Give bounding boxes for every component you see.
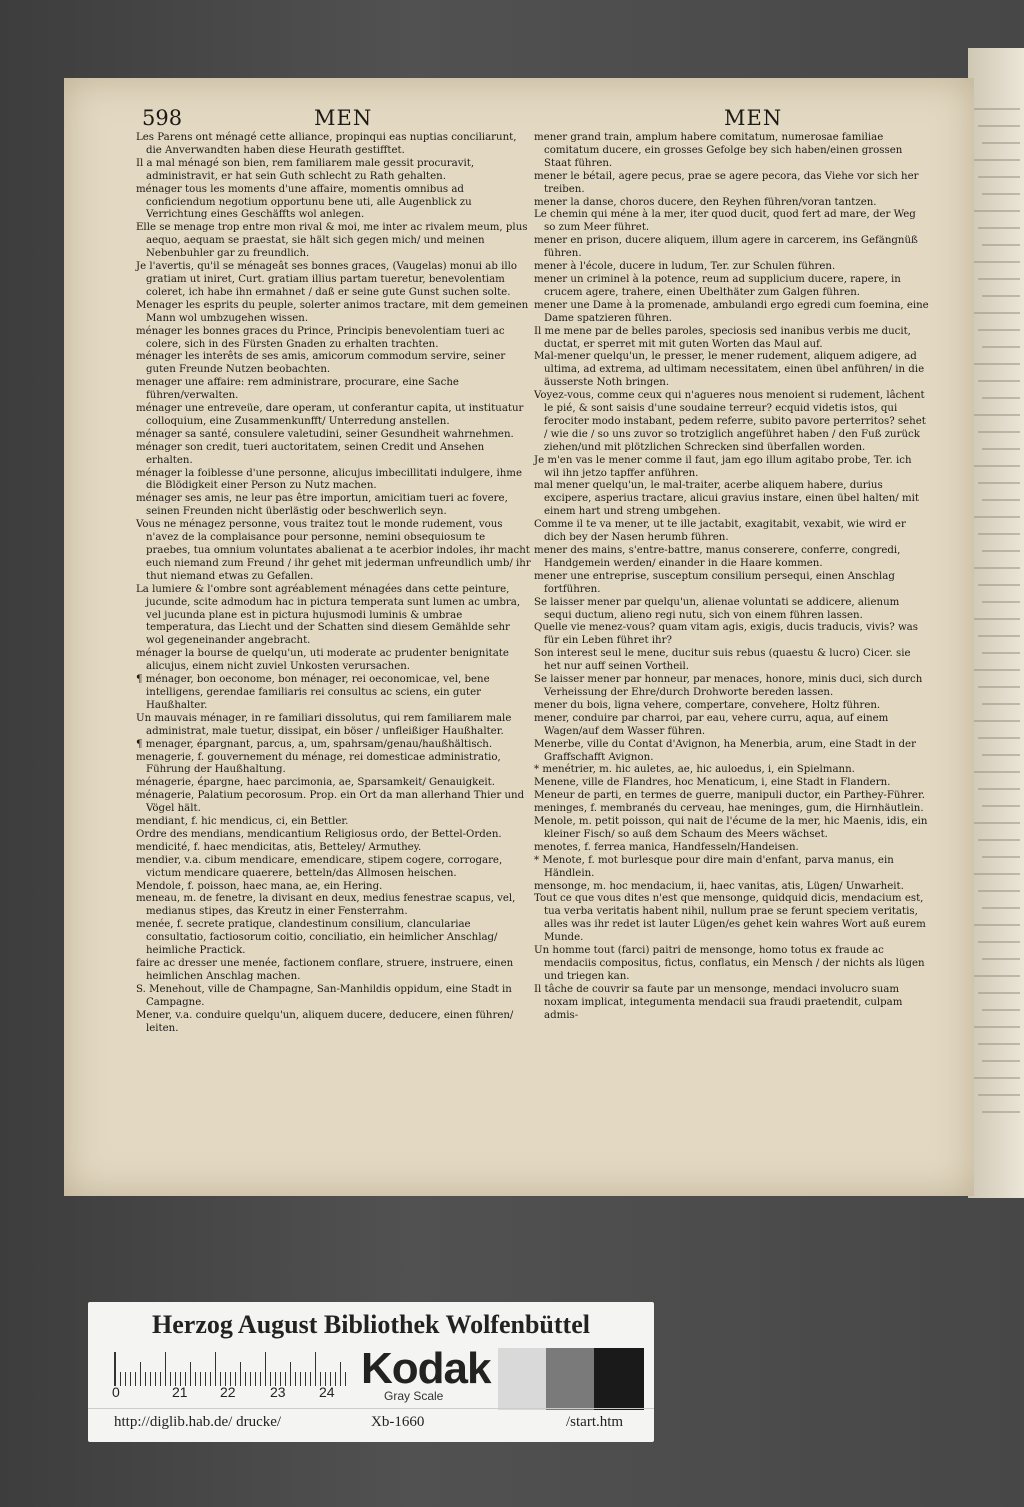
ruler-tick — [260, 1372, 261, 1386]
dictionary-entry: Le chemin qui méne à la mer, iter quod ducit, quod fert ad mare, der Weg so zum Meer führet. — [534, 209, 916, 234]
dictionary-entry: mener, conduire par charroi, par eau, vehere curru, aqua, auf einem Wagen/auf dem Wasser führen. — [534, 712, 889, 737]
bleed-line — [982, 244, 1020, 246]
right-column — [534, 132, 929, 1023]
dictionary-entry: Mal-mener quelqu'un, le presser, le mener rudement, aliquem adigere, ad ultima, ad extrema, ad ultimam necessitatem, einen übel anführen/ in die äusserste Noth bringen. — [534, 351, 925, 389]
kodak-logo: Kodak — [361, 1344, 491, 1393]
dictionary-entry: S. Menehout, ville de Champagne, San-Manhildis oppidum, eine Stadt in Campagne. — [136, 983, 512, 1008]
bleed-line — [974, 720, 1020, 722]
ruler-tick — [140, 1362, 141, 1386]
bleed-line — [982, 397, 1020, 399]
bleed-line — [982, 703, 1020, 705]
dictionary-entry: mener le bétail, agere pecus, prae se agere pecora, das Viehe vor sich her treiben. — [534, 170, 919, 195]
dictionary-entry: ménager les bonnes graces du Prince, Principis benevolentiam tueri ac colere, sich in des Fürsten Gnaden zu erhalten trachten. — [136, 325, 505, 350]
bleed-line — [978, 992, 1020, 994]
ruler-tick — [300, 1372, 301, 1386]
ruler-tick — [245, 1372, 246, 1386]
bleed-line — [974, 210, 1020, 212]
url-left: http://diglib.hab.de/ drucke/ — [114, 1414, 282, 1430]
dictionary-entry: Il me mene par de belles paroles, speciosis sed inanibus verbis me ducit, ductat, er sperret mit mit guten Worten das Maul auf. — [534, 325, 911, 350]
dictionary-entry: mendicité, f. haec mendicitas, atis, Betteley/ Armuthey. — [136, 841, 422, 853]
bleed-line — [982, 1060, 1020, 1062]
bleed-line — [974, 771, 1020, 773]
dictionary-entry: ménager une entreveüe, dare operam, ut conferantur capita, ut instituatur colloquium, eine Zusammenkunfft/ Unterredung anstellen. — [136, 403, 524, 427]
dictionary-entry: mener une entreprise, susceptum consilium persequi, einen Anschlag fortführen. — [534, 570, 895, 595]
dictionary-entry: Tout ce que vous dites n'est que mensonge, quidquid dicis, mendacium est, tua verba veritatis habent nihil, nullum prae se ferunt speciem veritatis, alles was ihr redet ist lauter Lügen/es gehet kein wahres Wort auß eurem Munde. — [534, 893, 926, 944]
ruler-tick — [135, 1372, 136, 1386]
bleed-line — [974, 618, 1020, 620]
dictionary-entry: meneau, m. de fenetre, la divisant en deux, medius fenestrae scapus, vel, medianus stipes, das Kreutz in einer Fensterrahm. — [136, 893, 516, 918]
dictionary-entry: Se laisser mener par honneur, par menaces, honore, minis duci, sich durch Verheissung der Ehre/durch Drohworte bereden lassen. — [534, 674, 923, 698]
ruler-tick — [215, 1352, 216, 1386]
bleed-line — [978, 584, 1020, 586]
dictionary-entry: Il a mal ménagé son bien, rem familiarem male gessit procuravit, administravit, er hat sein Guth schlecht zu Rath gehalten. — [136, 157, 475, 182]
dictionary-entry: Comme il te va mener, ut te ille jactabit, exagitabit, vexabit, wie wird er dich bey der Nasen herumb führen. — [534, 519, 906, 544]
bleed-line — [978, 482, 1020, 484]
dictionary-entry: mendiant, f. hic mendicus, ci, ein Bettler. — [136, 816, 349, 828]
bleed-line — [982, 550, 1020, 552]
bleed-line — [978, 635, 1020, 637]
ruler-tick — [205, 1372, 206, 1386]
ruler-tick — [125, 1372, 126, 1386]
bleed-line — [982, 295, 1020, 297]
bleed-line — [974, 363, 1020, 365]
ruler-tick — [120, 1372, 121, 1386]
bleed-line — [982, 754, 1020, 756]
ruler-tick — [335, 1372, 336, 1386]
ruler-tick — [170, 1372, 171, 1386]
dictionary-entry: Mendole, f. poisson, haec mana, ae, ein Hering. — [136, 880, 383, 892]
bleed-line — [978, 1043, 1020, 1045]
bleed-line — [978, 839, 1020, 841]
dictionary-entry: menée, f. secrete pratique, clandestinum consilium, clanculariae consultatio, factiosorum coitio, conciliatio, ein heimlicher Anschlag/ heimliche Practick. — [136, 919, 498, 957]
ruler-tick — [150, 1372, 151, 1386]
ruler-number: 23 — [270, 1384, 286, 1400]
ruler-tick — [265, 1352, 266, 1386]
ruler-tick — [255, 1372, 256, 1386]
dictionary-entry: mal mener quelqu'un, le mal-traiter, acerbe aliquem habere, durius excipere, asperius tractare, alicui gravius instare, einen übel halten/ mit einem hart und streng umbgehen. — [534, 480, 919, 518]
bleed-line — [974, 1077, 1020, 1079]
gray-scale-label: Gray Scale — [384, 1389, 444, 1403]
dictionary-entry: Mener, v.a. conduire quelqu'un, aliquem ducere, deducere, einen führen/ leiten. — [136, 1009, 514, 1034]
ruler-tick — [160, 1372, 161, 1386]
bleed-line — [978, 686, 1020, 688]
dictionary-entry: ¶ ménager, bon oeconome, bon ménager, rei oeconomicae, vel, bene intelligens, gerendae familiaris rei consultus ac sciens, ein guter Haußhalter. — [136, 674, 490, 711]
dictionary-entry: ménager son credit, tueri auctoritatem, seinen Credit und Ansehen erhalten. — [136, 441, 485, 466]
dictionary-entry: mener un criminel à la potence, reum ad supplicium ducere, rapere, in crucem agere, trahere, einen Ubelthäter zum Galgen führen. — [534, 273, 901, 298]
bleed-line — [978, 1094, 1020, 1096]
dictionary-entry: Vous ne ménagez personne, vous traitez tout le monde rudement, vous n'avez de la complaisance pour personne, nemini obsequiosum te praebes, tua omnium voluntates abalienat a te acerbior indoles, ihr macht euch niemand zum Freund / ihr gehet mit jederman unfreundlich umb/ ihr thut niemand etwas zu Gefallen. — [136, 519, 531, 582]
ruler-number: 24 — [319, 1384, 335, 1400]
ruler-number: 22 — [220, 1384, 236, 1400]
bleed-line — [982, 1111, 1020, 1113]
dictionary-entry: ¶ menager, épargnant, parcus, a, um, spahrsam/genau/haußhältisch. — [136, 738, 493, 750]
page-number: 598 — [142, 106, 183, 130]
bleed-line — [982, 652, 1020, 654]
ruler-tick — [290, 1362, 291, 1386]
bleed-line — [974, 1026, 1020, 1028]
bleed-line — [974, 312, 1020, 314]
bleed-line — [982, 856, 1020, 858]
dictionary-entry: Ordre des mendians, mendicantium Religiosus ordo, der Bettel-Orden. — [136, 828, 502, 840]
dictionary-entry: Les Parens ont ménagé cette alliance, propinqui eas nuptias conciliarunt, die Anverwandten haben diese Heurath gestifftet. — [136, 132, 517, 156]
dictionary-entry: Menole, m. petit poisson, qui nait de l'écume de la mer, hic Maenis, idis, ein kleiner Fisch/ so auß dem Schaum des Meers wächset. — [534, 816, 928, 840]
bleed-line — [982, 958, 1020, 960]
bleed-line — [982, 142, 1020, 144]
ruler-tick — [315, 1352, 316, 1386]
gray-patch-mid — [546, 1348, 594, 1410]
running-head-left: MEN — [314, 106, 373, 130]
ruler-tick — [340, 1362, 341, 1386]
url-right: /start.htm — [566, 1414, 624, 1430]
dictionary-entry: Un mauvais ménager, in re familiari dissolutus, qui rem familiarem male administrat, male tuetur, dissipat, ein böser / unfleißiger Haußhalter. — [136, 712, 512, 737]
dictionary-entry: Il tâche de couvrir sa faute par un mensonge, mendaci involucro suam noxam implicat, integumenta mendacii sua fraudi praetendit, culpam admis- — [534, 983, 903, 1021]
dictionary-entry: ménager sa santé, consulere valetudini, seiner Gesundheit wahrnehmen. — [136, 428, 514, 440]
bleed-line — [982, 448, 1020, 450]
bleed-line — [978, 533, 1020, 535]
dictionary-entry: ménager la foiblesse d'une personne, alicujus imbecillitati indulgere, ihme die Blödigkeit einer Person zu Nutz machen. — [136, 467, 522, 492]
bleed-line — [982, 1009, 1020, 1011]
dictionary-entry: meninges, f. membranés du cerveau, hae meninges, gum, die Hirnhäutlein. — [534, 803, 924, 815]
ruler-tick — [165, 1352, 166, 1386]
ruler-tick — [240, 1362, 241, 1386]
dictionary-entry: La lumiere & l'ombre sont agréablement ménagées dans cette peinture, jucunde, scite admodum hac in pictura temperata sunt lumen ac umbra, vel jucunda plane est in pictura hujusmodi luminis & umbrae temperatura, das Liecht und der Schatten sind diesem Gemählde sehr wol gegeneinander angebracht. — [136, 583, 521, 647]
dictionary-entry: Se laisser mener par quelqu'un, alienae voluntati se addicere, alienum sequi ductum, alieno regi nutu, sich von einem führen lassen. — [534, 596, 900, 621]
bleed-line — [982, 601, 1020, 603]
bleed-line — [982, 805, 1020, 807]
dictionary-entry: * Menote, f. mot burlesque pour dire main d'enfant, parva manus, ein Händlein. — [534, 854, 894, 879]
dictionary-entry: Je l'avertis, qu'il se ménageât ses bonnes graces, (Vaugelas) monui ab illo gratiam ut iniret, Curt. gratiam illius partam tueretur, benevolentiam coleret, ich habe ihn ermahnet / daß er seine gute Gunst suchen solte. — [136, 261, 518, 298]
bleed-line — [974, 159, 1020, 161]
dictionary-entry: mendier, v.a. cibum mendicare, emendicare, stipem cogere, corrogare, victum mendicare quaerere, betteln/das Allmosen heischen. — [136, 854, 503, 879]
bleed-line — [978, 431, 1020, 433]
dictionary-entry: Menerbe, ville du Contat d'Avignon, ha Menerbia, arum, eine Stadt in der Graffschafft Avignon. — [534, 738, 916, 763]
bleed-line — [978, 329, 1020, 331]
dictionary-entry: mener du bois, ligna vehere, compertare, convehere, Holtz führen. — [534, 699, 881, 711]
dictionary-entry: menotes, f. ferrea manica, Handfesseln/Handeisen. — [534, 841, 799, 853]
ruler-tick — [155, 1372, 156, 1386]
ruler-number: 0 — [112, 1384, 120, 1400]
dictionary-entry: mener la danse, choros ducere, den Reyhen führen/voran tantzen. — [534, 196, 877, 208]
ruler-tick — [130, 1372, 131, 1386]
bleed-line — [974, 924, 1020, 926]
library-target-card — [88, 1302, 654, 1442]
bleed-line — [974, 465, 1020, 467]
dictionary-entry: ménager les interêts de ses amis, amicorum commodum servire, seiner guten Freunde Nutzen beobachten. — [136, 351, 506, 376]
dictionary-entry: ménagerie, épargne, haec parcimonia, ae, Sparsamkeit/ Genauigkeit. — [136, 777, 495, 789]
card-divider — [88, 1408, 654, 1409]
bleed-line — [982, 346, 1020, 348]
dictionary-entry: mensonge, m. hoc mendacium, ii, haec vanitas, atis, Lügen/ Unwarheit. — [534, 880, 904, 892]
bleed-line — [978, 176, 1020, 178]
dictionary-entry: Un homme tout (farci) paitri de mensonge, homo totus ex fraude ac mendaciis compositus, fictus, conflatus, ein Mensch / der nichts als lügen und triegen kan. — [534, 945, 925, 982]
ruler-tick — [345, 1372, 346, 1386]
dictionary-entry: ménager la bourse de quelqu'un, uti moderate ac prudenter benignitate alicujus, einem nicht zuviel Unkosten verursachen. — [136, 648, 509, 673]
bleed-line — [978, 125, 1020, 127]
ruler — [114, 1352, 349, 1386]
dictionary-entry: faire ac dresser une menée, factionem conflare, struere, instruere, einen heimlichen Anschlag machen. — [136, 958, 514, 982]
ruler-tick — [295, 1372, 296, 1386]
library-title: Herzog August Bibliothek Wolfenbüttel — [152, 1310, 590, 1339]
dictionary-entry: Je m'en vas le mener comme il faut, jam ego illum agitabo probe, Ter. ich wil ihn jetzo tapffer anführen. — [534, 454, 912, 479]
ruler-tick — [190, 1362, 191, 1386]
dictionary-entry: Elle se menage trop entre mon rival & moi, me inter ac rivalem meum, plus aequo, aequam se praestat, sie hält sich gegen mich/ und meinen Nebenbuhler gar zu freundlich. — [136, 222, 528, 260]
bleed-line — [978, 890, 1020, 892]
dictionary-entry: Menager les esprits du peuple, solerter animos tractare, mit dem gemeinen Mann wol umbzugehen wissen. — [136, 299, 529, 324]
bleed-line — [974, 873, 1020, 875]
ruler-tick — [195, 1372, 196, 1386]
dictionary-entry: menagerie, f. gouvernement du ménage, rei domesticae administratio, Führung der Haußhaltung. — [136, 751, 501, 776]
bleed-line — [974, 414, 1020, 416]
bleed-line — [974, 108, 1020, 110]
shelfmark: Xb-1660 — [371, 1414, 425, 1430]
bleed-line — [974, 567, 1020, 569]
ruler-tick — [115, 1352, 116, 1386]
dictionary-entry: mener des mains, s'entre-battre, manus conserere, conferre, congredi, Handgemein werden/ einander in die Haare kommen. — [534, 545, 901, 569]
bleed-line — [974, 261, 1020, 263]
dictionary-entry: menager une affaire: rem administrare, procurare, eine Sache führen/verwalten. — [136, 377, 459, 402]
bleed-line — [978, 737, 1020, 739]
ruler-tick — [200, 1372, 201, 1386]
adjacent-page-edge — [968, 48, 1024, 1198]
dictionary-entry: * menétrier, m. hic auletes, ae, hic auloedus, i, ein Spielmann. — [534, 764, 855, 776]
dictionary-entry: Meneur de parti, en termes de guerre, manipuli ductor, ein Parthey-Führer. — [534, 790, 925, 802]
ruler-number: 21 — [172, 1384, 188, 1400]
dictionary-entry: mener une Dame à la promenade, ambulandi ergo egredi cum foemina, eine Dame spatzieren führen. — [534, 299, 929, 324]
gray-patch-light — [498, 1348, 546, 1410]
dictionary-entry: mener grand train, amplum habere comitatum, numerosae familiae comitatum ducere, ein grosses Gefolge bey sich haben/einen grossen Staat führen. — [534, 132, 903, 169]
bleed-line — [974, 516, 1020, 518]
ruler-tick — [305, 1372, 306, 1386]
bleed-line — [974, 669, 1020, 671]
bleed-line — [978, 941, 1020, 943]
bleed-line — [978, 788, 1020, 790]
ruler-tick — [210, 1372, 211, 1386]
dictionary-entry: Voyez-vous, comme ceux qui n'agueres nous menoient si rudement, lâchent le pié, & sont saisis d'une soudaine terreur? ecquid videtis istos, qui ferociter modo instabant, pedem referre, subito pavore perterritos? sehet / wie die / so uns zuvor so trotziglich angeführet haben / den Fuß zurück ziehen/und mit plötzlichen Schrecken sind überfallen worden. — [534, 390, 926, 453]
bleed-line — [978, 380, 1020, 382]
bleed-line — [978, 278, 1020, 280]
bleed-line — [974, 822, 1020, 824]
bleed-line — [978, 227, 1020, 229]
running-head-right: MEN — [724, 106, 783, 130]
bleed-line — [982, 193, 1020, 195]
dictionary-entry: mener en prison, ducere aliquem, illum agere in carcerem, ins Gefängnüß führen. — [534, 235, 918, 260]
dictionary-entry: ménager tous les moments d'une affaire, momentis omnibus ad conficiendum negotium opportunu bene uti, alle Augenblick zu Verrichtung eines Geschäffts wol anlegen. — [136, 183, 472, 221]
bleed-line — [982, 499, 1020, 501]
bleed-line — [974, 975, 1020, 977]
ruler-tick — [145, 1372, 146, 1386]
dictionary-entry: Quelle vie menez-vous? quam vitam agis, exigis, ducis traducis, vivis? was für ein Leben führet ihr? — [534, 622, 918, 647]
dictionary-entry: ménager ses amis, ne leur pas être importun, amicitiam tueri ac fovere, seinen Freunden nicht überlästig oder beschwerlich seyn. — [136, 493, 508, 518]
bleed-line — [982, 907, 1020, 909]
ruler-tick — [310, 1372, 311, 1386]
dictionary-entry: Son interest seul le mene, ducitur suis rebus (quaestu & lucro) Cicer. sie het nur auff seinen Vortheil. — [534, 648, 911, 673]
dictionary-page — [64, 78, 974, 1196]
dictionary-entry: Menene, ville de Flandres, hoc Menaticum, i, eine Stadt in Flandern. — [534, 777, 891, 789]
ruler-tick — [250, 1372, 251, 1386]
gray-patch-dark — [594, 1348, 644, 1410]
left-column — [136, 132, 531, 1035]
dictionary-entry: mener à l'école, ducere in ludum, Ter. zur Schulen führen. — [534, 261, 836, 273]
dictionary-entry: ménagerie, Palatium pecorosum. Prop. ein Ort da man allerhand Thier und Vögel hält. — [136, 790, 525, 815]
